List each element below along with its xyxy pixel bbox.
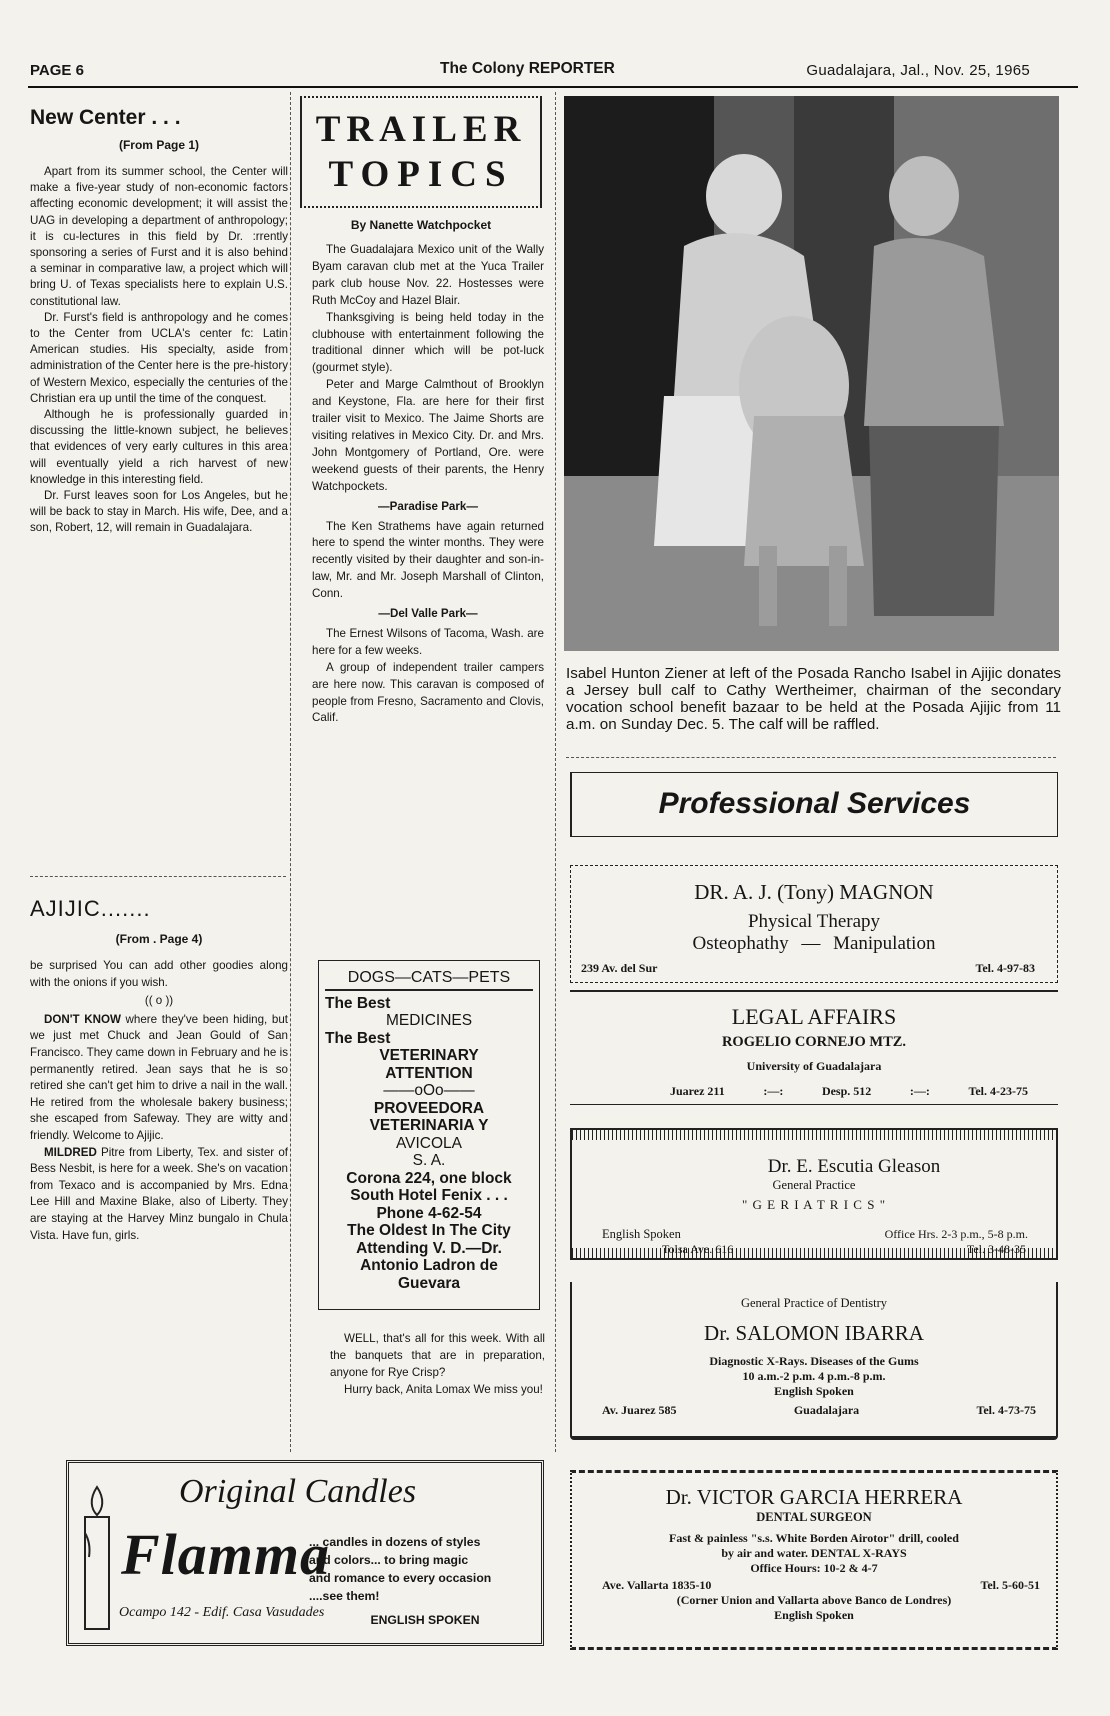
paragraph: The Ernest Wilsons of Tacoma, Wash. are here for a few weeks.: [312, 626, 544, 657]
ad-phone: Tel. 4-97-83: [975, 961, 1035, 975]
section-heading: Professional Services: [658, 787, 971, 820]
trailer-topics-header: [300, 96, 542, 208]
candle-icon: [77, 1483, 117, 1633]
article-from: (From Page 1): [118, 138, 199, 152]
escutia-ad: [570, 1128, 1058, 1260]
ad-office: Desp. 512: [821, 1084, 872, 1098]
ad-hours: Office Hrs. 2-3 p.m., 5-8 p.m.: [884, 1227, 1028, 1241]
ajijic-article: [30, 896, 288, 1244]
professional-services-heading: [570, 772, 1058, 837]
ad-line: General Practice: [772, 1178, 856, 1192]
legal-affairs-ad: [570, 990, 1058, 1105]
magnon-ad: [570, 865, 1058, 983]
ad-name: Dr. E. Escutia Gleason: [767, 1156, 941, 1177]
pets-ad-line: South Hotel Fenix . . .: [350, 1187, 508, 1204]
ad-line: University of Guadalajara: [746, 1059, 882, 1073]
ad-line: Diagnostic X-Rays. Diseases of the Gums: [709, 1354, 919, 1368]
ad-contact-row: [572, 1576, 1056, 1593]
candles-line: ... candles in dozens of styles: [309, 1535, 481, 1549]
ad-line: DENTAL SURGEON: [756, 1510, 872, 1524]
photo-caption: Isabel Hunton Ziener at left of the Posada Rancho Isabel in Ajijic donates a Jersey bull calf to Cathy Wertheimer, chairman of the secondary vocation school benefit bazaar to be held at the Posada Ajijic from 11 a.m. on Sunday Dec. 5. The calf will be raffled.: [566, 665, 1061, 733]
pets-ad-line: The Best: [325, 1029, 391, 1047]
candles-address: Ocampo 142 - Edif. Casa Vasudades: [119, 1605, 325, 1620]
ad-address: 239 Av. del Sur: [581, 961, 658, 975]
ad-name: Dr. VICTOR GARCIA HERRERA: [665, 1485, 963, 1509]
trailer-title: TRAILER: [315, 109, 527, 150]
paragraph: The Guadalajara Mexico unit of the Wally Byam caravan club met at the Yuca Trailer park club house Nov. 22. Hostesses were Ruth McCoy and Hazel Blair.: [312, 243, 544, 307]
ad-dash: —: [801, 933, 821, 954]
ad-phone: Tel. 3-48-35: [966, 1242, 1026, 1256]
paragraph-text: where they've been hiding, but we just met Chuck and Jean Gould of San Francisco. They came down in February and he is permanently retired. Jean says that he is so retired she can't get him to drive a nail in the wall. He retired from the wholesale bakery business; she escaped from Safeway. They are witty and friendly. Welcome to Ajijic.: [30, 1012, 288, 1142]
ad-phone: Tel. 4-73-75: [976, 1403, 1036, 1417]
ad-specialty: Manipulation: [833, 933, 936, 954]
candles-line: ....see them!: [309, 1589, 380, 1603]
column-divider: [290, 92, 291, 1452]
paragraph: Peter and Marge Calmthout of Brooklyn and Keystone, Fla. are here for their first trailer visit to Mexico. The Jaime Shorts are visiting relatives in Mexico City. Dr. and Mrs. John Montgomery of Portland, Ore. were weekend guests of their parents, the Henry Watchpockets.: [312, 378, 544, 493]
topics-title: TOPICS: [328, 154, 514, 195]
ad-address: Tolsa Ave. 616: [662, 1242, 734, 1256]
article-from: (From . Page 4): [115, 932, 203, 946]
paragraph: Thanksgiving is being held today in the clubhouse with entertainment following the traditional dinner which will be pot-luck (gourmet style).: [312, 310, 544, 375]
ad-address: Av. Juarez 585: [602, 1403, 677, 1417]
pets-ad-line: MEDICINES: [385, 1012, 473, 1029]
paragraph: Dr. Furst's field is anthropology and he comes to the Center from UCLA's center fc: Latin American studies. His specialty, aside from administration of the Center here is the pre-history of Western Mexico, especially the centuries of the Christian era up until the time of the conquest.: [30, 310, 288, 405]
candles-text: [309, 1533, 541, 1629]
byline: By Nanette Watchpocket: [350, 218, 492, 232]
paragraph: [30, 1145, 288, 1245]
paragraph: Apart from its summer school, the Center will make a five-year study of non-economic factors affecting economic development; it will assist the UAG in developing a department of anthropology; it is cu-lectures in this field by Dr. :rrently sponsoring a series of Furst and it is also behind a seminar in comparative law, a project which will bring U. of Texas specialists here to explain U.S. constitutional law.: [30, 165, 288, 308]
ad-line: General Practice of Dentistry: [740, 1296, 888, 1310]
article-title: New Center . . .: [30, 106, 181, 129]
candles-line: ENGLISH SPOKEN: [370, 1613, 480, 1627]
paragraph: The Ken Strathems have again returned here to spend the winter months. They were recently visited by their daughter and son-in-law, Mr. and Mr. Joseph Marshall of Clinton, Conn.: [312, 519, 544, 601]
ad-address: Ave. Vallarta 1835-10: [602, 1578, 712, 1592]
ad-english: English Spoken: [602, 1227, 681, 1241]
masthead-rule: [28, 86, 1078, 88]
column-divider: [555, 92, 556, 1452]
ad-line: Office Hours: 10-2 & 4-7: [750, 1561, 878, 1575]
lead-in: MILDRED: [44, 1145, 97, 1159]
paragraph: Dr. Furst leaves soon for Los Angeles, but he will be back to stay in March. His wife, Dee, and a son, Robert, 12, will remain in Guadalajara.: [30, 489, 288, 535]
pets-ad-line: Phone 4-62-54: [376, 1204, 482, 1222]
pets-ad-line: Antonio Ladron de: [360, 1257, 498, 1274]
ad-city: Guadalajara: [793, 1403, 860, 1417]
divider: [566, 757, 1056, 758]
paragraph: Although he is professionally guarded in discussing the little-known subject, he believes that evidences of very early cultures in this area will eventually yield a rich harvest of new knowledge in this interesting field.: [30, 408, 288, 486]
section-head: —Del Valle Park—: [378, 607, 478, 621]
ad-line: 10 a.m.-2 p.m. 4 p.m.-8 p.m.: [742, 1369, 886, 1383]
pets-ad-line: ATTENTION: [385, 1064, 473, 1082]
ad-contact-row: [570, 1084, 1058, 1099]
masthead: [30, 58, 1080, 84]
pets-ad-line: AVICOLA: [395, 1134, 463, 1152]
ad-phone: Tel. 5-60-51: [980, 1578, 1040, 1592]
pets-ad-line: VETERINARY: [379, 1047, 479, 1064]
paragraph: Hurry back, Anita Lomax We miss you!: [344, 1383, 543, 1396]
ad-name: LEGAL AFFAIRS: [731, 1004, 897, 1029]
ad-line: by air and water. DENTAL X-RAYS: [721, 1546, 907, 1560]
dateline: Guadalajara, Jal., Nov. 25, 1965: [806, 62, 1030, 79]
candles-ad: [66, 1460, 544, 1646]
news-photo: [564, 96, 1059, 651]
ad-specialty: Osteophathy: [692, 933, 789, 954]
page-number: PAGE 6: [30, 62, 84, 79]
paragraph: [30, 1012, 288, 1145]
article-title: AJIJIC.......: [30, 896, 151, 921]
pets-ad-line: S. A.: [412, 1152, 446, 1169]
candles-line: and romance to every occasion: [309, 1571, 492, 1585]
ibarra-ad: [570, 1282, 1058, 1440]
ad-separator: :—:: [909, 1084, 930, 1098]
pets-ad: [318, 960, 540, 1310]
ad-line: " G E R I A T R I C S ": [741, 1197, 887, 1212]
paper-name: The Colony REPORTER: [440, 60, 615, 77]
ad-line: [571, 933, 1057, 955]
pets-ad-line: VETERINARIA Y: [369, 1117, 489, 1134]
pets-ad-line: Attending V. D.—Dr.: [356, 1239, 502, 1257]
article-body: [30, 164, 288, 537]
ad-name: Dr. SALOMON IBARRA: [704, 1321, 924, 1345]
pets-ad-title: DOGS—CATS—PETS: [325, 969, 533, 991]
paragraph-text: Pitre from Liberty, Tex. and sister of Bess Nesbit, is here for a week. She's on vacation from Texaco and is accompanied by Mrs. Edna Lee Hill and Maxine Blake, also of Liberty. They are staying at the Harvey Minz bungalo in Chula Vista. Have fun, girls.: [30, 1145, 288, 1242]
ad-line: (Corner Union and Vallarta above Banco de Londres): [676, 1593, 952, 1607]
separator: (( o )): [144, 994, 174, 1008]
article-body: [30, 958, 288, 1244]
pets-ad-line: The Best: [325, 994, 391, 1012]
trailer-closing: [330, 1330, 545, 1398]
paragraph: A group of independent trailer campers are here now. This caravan is composed of people from Fresno, Sacramento and Clovis, Calif.: [312, 660, 544, 725]
trailer-topics-body: [312, 242, 544, 727]
paragraph: WELL, that's all for this week. With all the banquets that are in preparation, anyone for Rye Crisp?: [330, 1332, 545, 1379]
new-center-article: [30, 106, 288, 537]
lead-in: DON'T KNOW: [44, 1012, 121, 1026]
ad-line: ROGELIO CORNEJO MTZ.: [721, 1034, 907, 1050]
ad-line: Physical Therapy: [747, 911, 881, 932]
paragraph: be surprised You can add other goodies along with the onions if you wish.: [30, 959, 288, 989]
pets-ad-line: PROVEEDORA: [373, 1099, 485, 1117]
ad-line: English Spoken: [774, 1384, 854, 1398]
divider: [30, 876, 286, 877]
candles-line: and colors... to bring magic: [309, 1553, 469, 1567]
candles-title: Original Candles: [179, 1473, 417, 1510]
ad-contact-row: [572, 1399, 1056, 1418]
pets-ad-line: Corona 224, one block: [346, 1169, 512, 1187]
pets-ad-line: ——oOo——: [383, 1082, 475, 1099]
ad-name: DR. A. J. (Tony) MAGNON: [694, 880, 934, 904]
pets-ad-line: Guevara: [397, 1274, 461, 1292]
candles-brand-logo: Flamma: [121, 1522, 331, 1587]
calf-photo-illustration: [564, 96, 1059, 651]
ad-line: Fast & painless "s.s. White Borden Airotor" drill, cooled: [669, 1531, 959, 1545]
garcia-ad: [570, 1470, 1058, 1650]
ad-phone: Tel. 4-23-75: [968, 1084, 1028, 1098]
ad-address: Juarez 211: [670, 1084, 725, 1098]
ad-line: English Spoken: [774, 1608, 854, 1622]
section-head: —Paradise Park—: [378, 499, 478, 513]
ad-separator: :—:: [763, 1084, 784, 1098]
pets-ad-line: The Oldest In The City: [347, 1222, 511, 1239]
